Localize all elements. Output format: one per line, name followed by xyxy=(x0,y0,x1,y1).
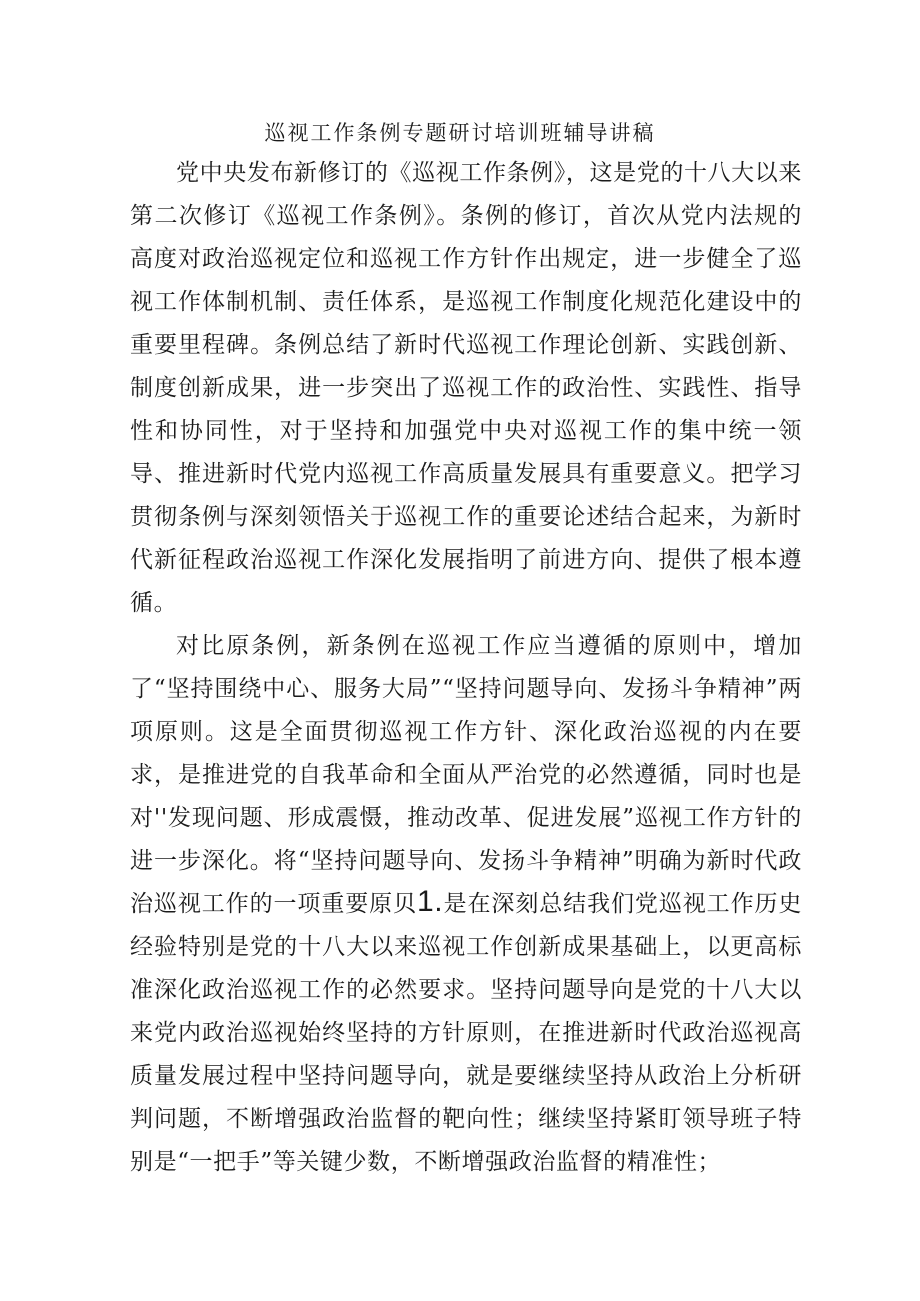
paragraph-2-text-after: 是在深刻总结我们党巡视工作历史经验特别是党的十八大以来巡视工作创新成果基础上，以更高标准深化政治巡视工作的必然要求。坚持问题导向是党的十八大以来党内政治巡视始终坚持的方针原则，在推进新时代政治巡视高质量发展过程中坚持问题导向，就是要继续坚持从政治上分析研判问题，不断增强政治监督的靶向性；继续坚持紧盯领导班子特别是“一把手”等关键少数，不断增强政治监督的精准性； xyxy=(130,891,803,1175)
document-body xyxy=(130,152,802,1184)
paragraph-1-text: 党中央发布新修订的《巡视工作条例》，这是党的十八大以来第二次修订《巡视工作条例》。条例的修订，首次从党内法规的高度对政治巡视定位和巡视工作方针作出规定，进一步健全了巡视工作体制机制、责任体系，是巡视工作制度化规范化建设中的重要里程碑。条例总结了新时代巡视工作理论创新、实践创新、制度创新成果，进一步突出了巡视工作的政治性、实践性、指导性和协同性，对于坚持和加强党中央对巡视工作的集中统一领导、推进新时代党内巡视工作高质量发展具有重要意义。把学习贯彻条例与深刻领悟关于巡视工作的重要论述结合起来，为新时代新征程政治巡视工作深化发展指明了前进方向、提供了根本遵循。 xyxy=(130,160,802,616)
paragraph-1 xyxy=(130,152,802,625)
paragraph-2-text-before: 对比原条例，新条例在巡视工作应当遵循的原则中，增加了“坚持围绕中心、服务大局”“坚持问题导向、发扬斗争精神”两项原则。这是全面贯彻巡视工作方针、深化政治巡视的内在要求，是推进党的自我革命和全面从严治党的必然遵循，同时也是对''发现问题、形成震慑，推动改革、促进发展”巡视工作方针的进一步深化。将“坚持问题导向、发扬斗争精神”明确为新时代政治巡视工作的一项重要原贝 xyxy=(130,633,802,917)
document-title: 巡视工作条例专题研讨培训班辅导讲稿 xyxy=(264,121,656,145)
paragraph-2 xyxy=(130,625,802,1184)
number-marker: 1. xyxy=(417,885,444,918)
